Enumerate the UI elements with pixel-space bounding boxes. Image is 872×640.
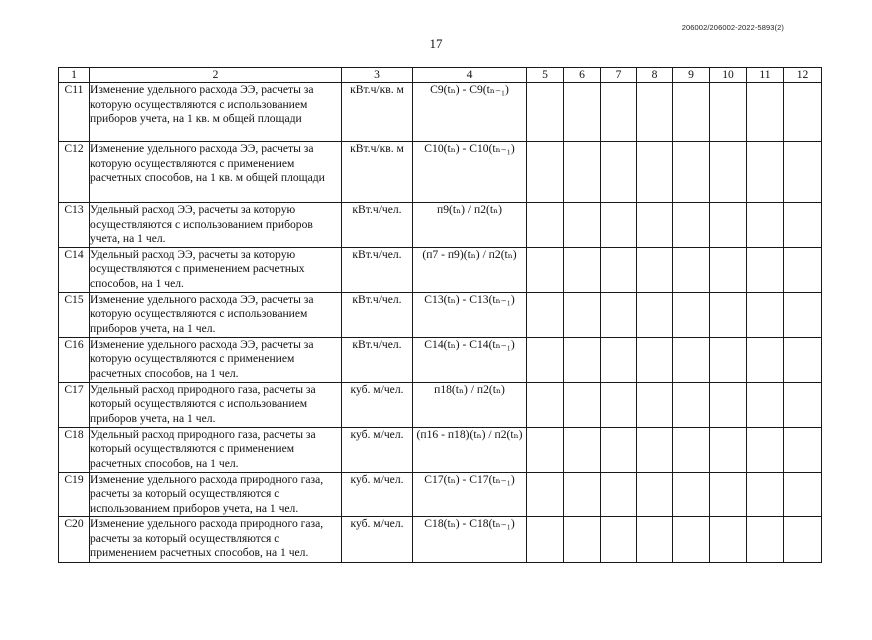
row-formula: п18(tₙ) / п2(tₙ) xyxy=(413,382,527,427)
empty-cell xyxy=(564,142,601,203)
empty-cell xyxy=(637,472,673,517)
empty-cell xyxy=(710,337,747,382)
column-header: 8 xyxy=(637,68,673,83)
column-header: 11 xyxy=(747,68,784,83)
empty-cell xyxy=(784,472,822,517)
empty-cell xyxy=(601,517,637,563)
row-formula: C9(tₙ) - C9(tₙ₋₁) xyxy=(413,83,527,142)
row-formula: C10(tₙ) - C10(tₙ₋₁) xyxy=(413,142,527,203)
empty-cell xyxy=(673,203,710,248)
empty-cell xyxy=(601,337,637,382)
row-unit: кВт.ч/кв. м xyxy=(342,83,413,142)
row-unit: кВт.ч/кв. м xyxy=(342,142,413,203)
row-unit: кВт.ч/чел. xyxy=(342,203,413,248)
empty-cell xyxy=(564,292,601,337)
empty-cell xyxy=(564,337,601,382)
empty-cell xyxy=(527,427,564,472)
empty-cell xyxy=(637,83,673,142)
empty-cell xyxy=(637,382,673,427)
empty-cell xyxy=(673,142,710,203)
column-header: 1 xyxy=(59,68,90,83)
row-formula: C13(tₙ) - C13(tₙ₋₁) xyxy=(413,292,527,337)
empty-cell xyxy=(747,142,784,203)
empty-cell xyxy=(747,337,784,382)
empty-cell xyxy=(564,382,601,427)
empty-cell xyxy=(784,382,822,427)
empty-cell xyxy=(601,247,637,292)
empty-cell xyxy=(637,142,673,203)
empty-cell xyxy=(784,247,822,292)
row-description: Изменение удельного расхода ЭЭ, расчеты за которую осуществляются с применением расчетных способов, на 1 чел. xyxy=(90,337,342,382)
table-row xyxy=(59,292,822,337)
empty-cell xyxy=(710,142,747,203)
row-code: C20 xyxy=(59,517,90,563)
empty-cell xyxy=(527,247,564,292)
empty-cell xyxy=(784,83,822,142)
empty-cell xyxy=(710,247,747,292)
empty-cell xyxy=(747,247,784,292)
empty-cell xyxy=(564,427,601,472)
row-unit: куб. м/чел. xyxy=(342,472,413,517)
table-row xyxy=(59,517,822,563)
column-header: 12 xyxy=(784,68,822,83)
column-header: 4 xyxy=(413,68,527,83)
row-unit: куб. м/чел. xyxy=(342,427,413,472)
empty-cell xyxy=(747,203,784,248)
empty-cell xyxy=(747,472,784,517)
column-header: 5 xyxy=(527,68,564,83)
empty-cell xyxy=(601,427,637,472)
row-unit: куб. м/чел. xyxy=(342,382,413,427)
row-description: Удельный расход природного газа, расчеты за который осуществляются с использованием приборов учета, на 1 чел. xyxy=(90,382,342,427)
empty-cell xyxy=(784,142,822,203)
column-header: 10 xyxy=(710,68,747,83)
empty-cell xyxy=(784,337,822,382)
empty-cell xyxy=(710,203,747,248)
empty-cell xyxy=(710,472,747,517)
empty-cell xyxy=(601,472,637,517)
row-code: C19 xyxy=(59,472,90,517)
empty-cell xyxy=(637,337,673,382)
row-formula: (п7 - п9)(tₙ) / п2(tₙ) xyxy=(413,247,527,292)
empty-cell xyxy=(747,517,784,563)
empty-cell xyxy=(527,382,564,427)
empty-cell xyxy=(601,382,637,427)
empty-cell xyxy=(637,203,673,248)
empty-cell xyxy=(710,382,747,427)
row-code: C15 xyxy=(59,292,90,337)
empty-cell xyxy=(673,382,710,427)
row-description: Удельный расход ЭЭ, расчеты за которую осуществляются с использованием приборов учета, на 1 чел. xyxy=(90,203,342,248)
column-header: 7 xyxy=(601,68,637,83)
empty-cell xyxy=(747,382,784,427)
empty-cell xyxy=(564,203,601,248)
row-code: C13 xyxy=(59,203,90,248)
empty-cell xyxy=(747,427,784,472)
indicator-table xyxy=(58,67,822,563)
row-description: Удельный расход ЭЭ, расчеты за которую осуществляются с применением расчетных способов, на 1 чел. xyxy=(90,247,342,292)
table-row xyxy=(59,142,822,203)
empty-cell xyxy=(527,83,564,142)
row-formula: (п16 - п18)(tₙ) / п2(tₙ) xyxy=(413,427,527,472)
row-description: Удельный расход природного газа, расчеты за который осуществляются с применением расчетных способов, на 1 чел. xyxy=(90,427,342,472)
empty-cell xyxy=(784,203,822,248)
empty-cell xyxy=(710,83,747,142)
empty-cell xyxy=(673,517,710,563)
empty-cell xyxy=(601,83,637,142)
empty-cell xyxy=(637,292,673,337)
empty-cell xyxy=(637,517,673,563)
empty-cell xyxy=(747,83,784,142)
row-code: C14 xyxy=(59,247,90,292)
empty-cell xyxy=(637,427,673,472)
row-code: C17 xyxy=(59,382,90,427)
table-row xyxy=(59,247,822,292)
empty-cell xyxy=(637,247,673,292)
empty-cell xyxy=(784,517,822,563)
empty-cell xyxy=(673,427,710,472)
row-description: Изменение удельного расхода ЭЭ, расчеты за которую осуществляются с использованием приборов учета, на 1 кв. м общей площади xyxy=(90,83,342,142)
document-id: 206002/206002-2022-5893(2) xyxy=(681,23,784,32)
row-unit: куб. м/чел. xyxy=(342,517,413,563)
empty-cell xyxy=(527,517,564,563)
empty-cell xyxy=(564,517,601,563)
empty-cell xyxy=(527,142,564,203)
empty-cell xyxy=(527,337,564,382)
row-unit: кВт.ч/чел. xyxy=(342,247,413,292)
empty-cell xyxy=(564,83,601,142)
page-number: 17 xyxy=(429,36,443,51)
empty-cell xyxy=(601,142,637,203)
empty-cell xyxy=(784,292,822,337)
row-formula: C14(tₙ) - C14(tₙ₋₁) xyxy=(413,337,527,382)
column-header: 6 xyxy=(564,68,601,83)
empty-cell xyxy=(527,203,564,248)
empty-cell xyxy=(527,472,564,517)
column-header: 9 xyxy=(673,68,710,83)
table-row xyxy=(59,83,822,142)
row-code: C12 xyxy=(59,142,90,203)
column-header: 3 xyxy=(342,68,413,83)
row-formula: C18(tₙ) - C18(tₙ₋₁) xyxy=(413,517,527,563)
empty-cell xyxy=(673,472,710,517)
column-header: 2 xyxy=(90,68,342,83)
empty-cell xyxy=(527,292,564,337)
empty-cell xyxy=(564,472,601,517)
table-row xyxy=(59,472,822,517)
table-row xyxy=(59,203,822,248)
empty-cell xyxy=(601,203,637,248)
row-code: C11 xyxy=(59,83,90,142)
empty-cell xyxy=(601,292,637,337)
table-row xyxy=(59,427,822,472)
row-code: C16 xyxy=(59,337,90,382)
table-row xyxy=(59,382,822,427)
header-row xyxy=(59,68,822,83)
empty-cell xyxy=(784,427,822,472)
empty-cell xyxy=(710,427,747,472)
row-description: Изменение удельного расхода природного газа, расчеты за который осуществляются с применением расчетных способов, на 1 чел. xyxy=(90,517,342,563)
row-code: C18 xyxy=(59,427,90,472)
row-description: Изменение удельного расхода природного газа, расчеты за который осуществляются с использованием приборов учета, на 1 чел. xyxy=(90,472,342,517)
table-row xyxy=(59,337,822,382)
row-unit: кВт.ч/чел. xyxy=(342,292,413,337)
empty-cell xyxy=(564,247,601,292)
row-description: Изменение удельного расхода ЭЭ, расчеты за которую осуществляются с применением расчетных способов, на 1 кв. м общей площади xyxy=(90,142,342,203)
empty-cell xyxy=(710,292,747,337)
empty-cell xyxy=(673,247,710,292)
empty-cell xyxy=(747,292,784,337)
empty-cell xyxy=(710,517,747,563)
empty-cell xyxy=(673,292,710,337)
row-formula: п9(tₙ) / п2(tₙ) xyxy=(413,203,527,248)
empty-cell xyxy=(673,337,710,382)
row-description: Изменение удельного расхода ЭЭ, расчеты за которую осуществляются с использованием приборов учета, на 1 чел. xyxy=(90,292,342,337)
row-formula: C17(tₙ) - C17(tₙ₋₁) xyxy=(413,472,527,517)
empty-cell xyxy=(673,83,710,142)
row-unit: кВт.ч/чел. xyxy=(342,337,413,382)
